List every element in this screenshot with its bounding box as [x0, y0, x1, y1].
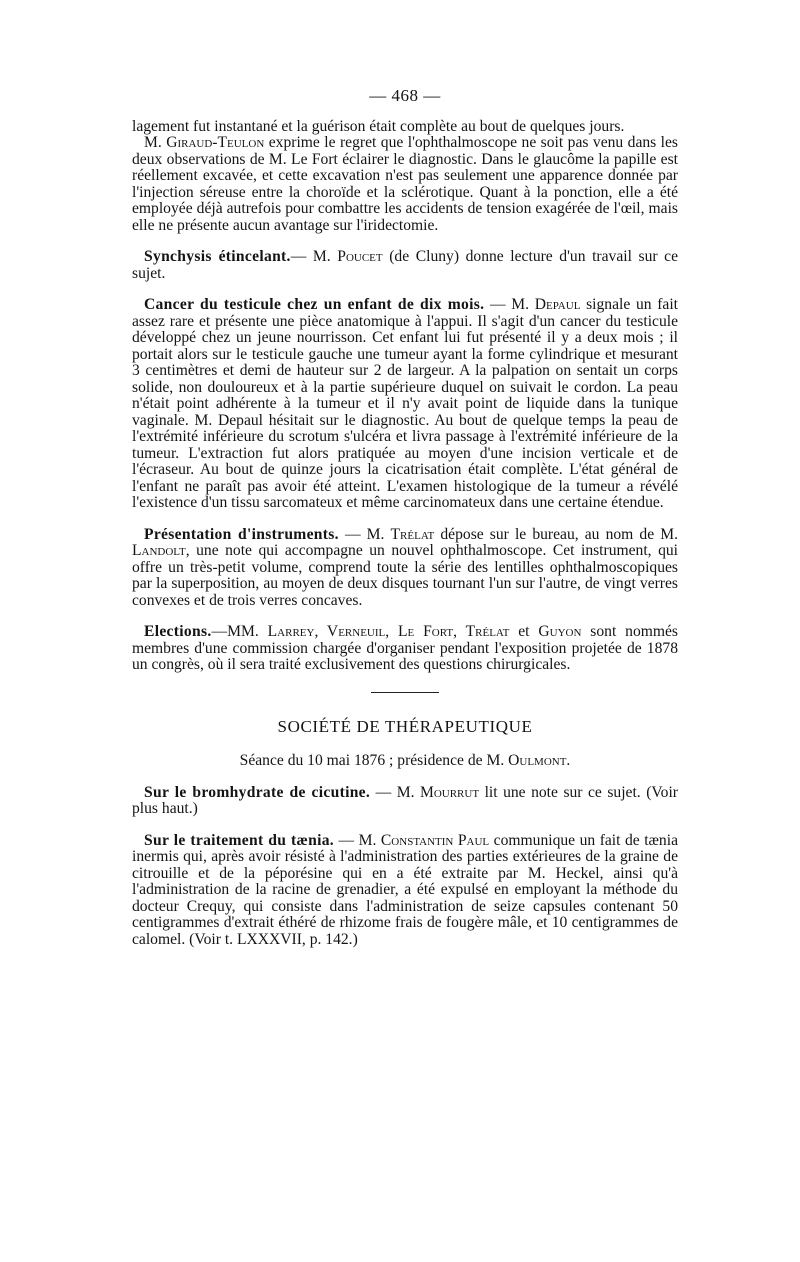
author-name: Depaul	[534, 296, 581, 313]
dash: — M.	[484, 296, 535, 313]
dash: — M.	[290, 248, 338, 265]
dash: —MM.	[211, 623, 268, 640]
paragraph-text: dépose sur le bureau, au nom de M.	[434, 525, 678, 543]
paragraph-synchysis	[132, 249, 678, 282]
section-divider	[371, 692, 439, 693]
author-name: M. Giraud-Teulon	[144, 134, 265, 151]
paragraph-presentation-instruments	[132, 527, 678, 610]
dash: — M.	[338, 525, 391, 543]
member-names: Larrey, Verneuil, Le Fort, Trélat	[267, 623, 510, 640]
paragraph-bromhydrate	[132, 785, 678, 818]
president-name: Oulmont.	[508, 752, 571, 769]
paragraph-text: exprime le regret que l'ophthalmoscope ne soit pas venu dans les deux observations de M. Le Fort éclairer le diagnostic. Dans le glaucôme la papille est réellement excavée, et cette excavation n'est pas seulement une apparence donnée par l'injection séreuse entre la choroïde et la sclérotique. Quant à la ponction, elle a été employée déjà autrefois pour combattre les accidents de tension exagérée de l'œil, mais elle ne présente aucun avantage sur l'iridectomie.	[132, 134, 678, 234]
paragraph-continuation	[132, 119, 678, 136]
paragraph-cancer-testicule	[132, 297, 678, 512]
seance-line	[132, 753, 678, 770]
paragraph-text: signale un fait assez rare et présente une pièce anatomique à l'appui. Il s'agit d'un cancer du testicule développé chez un jeune nourrisson. Cet enfant lui fut présenté il y a deux mois ; il portait alors sur le testicule gauche une tumeur ayant la forme cylindrique et mesurant 3 centimètres et demi de hauteur sur 2 de largeur. A la palpation on sentait un corps solide, non douloureux et à la partie supérieure duquel on suivait le cordon. La peau n'était point adhérente à la tumeur et il n'y avait point de liquide dans la tunique vaginale. M. Depaul hésitait sur le diagnostic. Au bout de quelque temps la peau de l'extrémité inférieure du scrotum s'ulcéra et livra passage à l'extrémité inférieure de la tumeur. L'extraction fut alors pratiquée au moyen d'une incision verticale et de l'écraseur. Au bout de quinze jours la cicatrisation était complète. L'état général de l'enfant ne paraît pas avoir été atteint. L'examen histologique de la tumeur a révélé l'existence d'un tissu sarcomateux et même carcinomateux dans une certaine étendue.	[132, 296, 678, 511]
author-name: Mourrut	[419, 783, 480, 801]
section-heading: Synchysis étincelant.	[144, 248, 291, 265]
seance-text: Séance du 10 mai 1876 ; présidence de M.	[239, 752, 509, 769]
paragraph-elections	[132, 624, 678, 674]
author-name: Guyon	[538, 623, 582, 640]
section-heading: Cancer du testicule chez un enfant de dix mois.	[144, 296, 485, 313]
page-number: — 468 —	[369, 86, 441, 105]
paragraph-text: sont nommés membres d'une commission chargée d'organiser pendant l'exposition projetée de 1878 un congrès, où il sera traité exclusivement des questions chirurgicales.	[132, 623, 678, 673]
section-heading: Présentation d'instruments.	[144, 525, 339, 543]
author-name: Trélat	[390, 525, 435, 543]
section-heading: Sur le traitement du tænia.	[144, 831, 335, 849]
author-name: Constantin Paul	[380, 831, 490, 849]
paragraph-text: lagement fut instantané et la guérison était complète au bout de quelques jours.	[132, 117, 625, 135]
section-heading: Elections.	[144, 623, 212, 640]
paragraph-text: lit une note sur ce sujet. (Voir plus haut.)	[132, 783, 678, 817]
paragraph-text: communique un fait de tænia inermis qui, après avoir résisté à l'administration des parties extérieures de la graine de citrouille et de la péporésine qui en a été extraite par M. Heckel, ainsi qu'à l'administration de la racine de grenadier, a été expulsé en employant la méthode du docteur Crequy, qui consiste dans l'administration de seize capsules contenant 50 centigrammes d'extrait éthéré de rhizome frais de fougère mâle, et 10 centigrammes de calomel. (Voir t. LXXXVII, p. 142.)	[132, 831, 678, 948]
dash: — M.	[334, 831, 381, 849]
dash: — M.	[370, 783, 420, 801]
paragraph-text: (de Cluny) donne lecture d'un travail sur ce sujet.	[132, 248, 678, 282]
paragraph-giraud-teulon	[132, 135, 678, 234]
society-title: SOCIÉTÉ DE THÉRAPEUTIQUE	[277, 716, 533, 736]
document-page	[132, 88, 678, 948]
author-name: Landolt	[132, 542, 186, 559]
paragraph-taenia	[132, 833, 678, 949]
conjunction: et	[509, 623, 539, 640]
paragraph-text: , une note qui accompagne un nouvel ophthalmoscope. Cet instrument, qui offre un très-petit volume, comprend toute la série des lentilles ophthalmoscopiques par la superposition, au moyen de deux disques tournant l'un sur l'autre, de vingt verres convexes et de trois verres concaves.	[132, 542, 678, 609]
author-name: Poucet	[337, 248, 383, 265]
section-heading: Sur le bromhydrate de cicutine.	[144, 783, 371, 801]
